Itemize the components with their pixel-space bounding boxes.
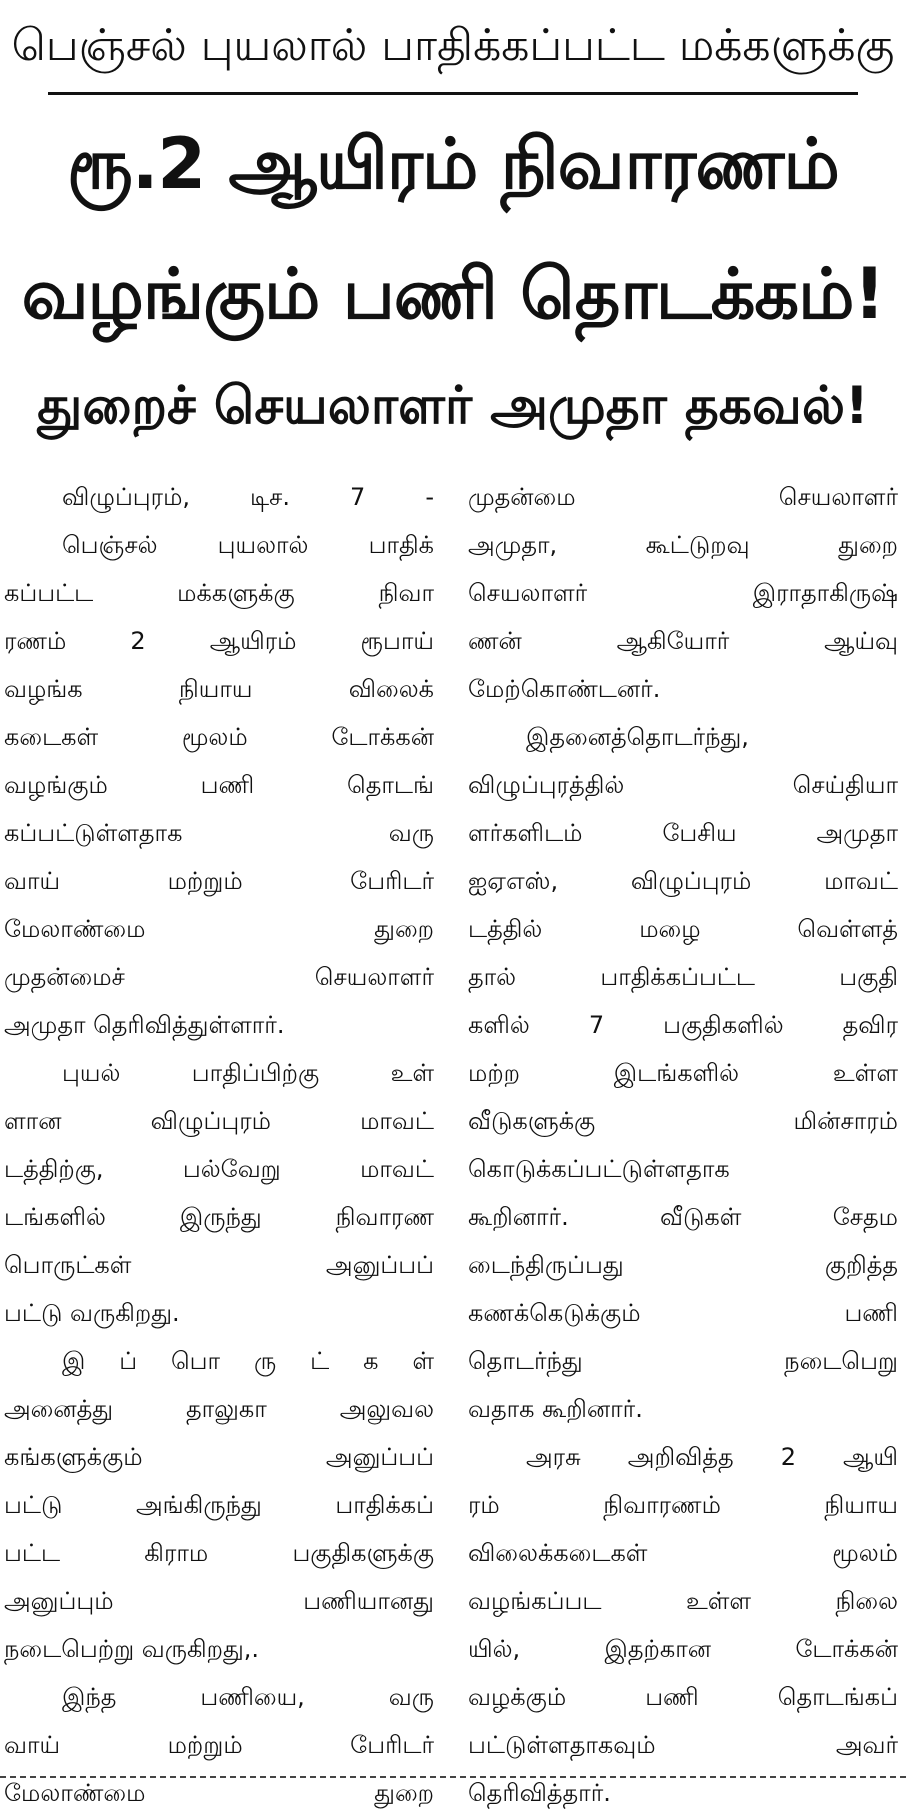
body-line: முதன்மைச் செயலாளர் [4, 963, 434, 991]
body-line: வீடுகளுக்கு மின்சாரம் [468, 1107, 898, 1135]
body-line: அரசு அறிவித்த 2 ஆயி [526, 1443, 898, 1471]
body-line: வழங்கும் பணி தொடங் [4, 771, 434, 799]
body-line: ளர்களிடம் பேசிய அமுதா [468, 819, 898, 847]
body-line: அனுப்பும் பணியானது [4, 1587, 434, 1615]
body-line: மேலாண்மை துறை [4, 1779, 434, 1807]
article-column-right [468, 473, 898, 1817]
body-line: ளான விழுப்புரம் மாவட் [4, 1107, 434, 1135]
body-line: ரம் நிவாரணம் நியாய [468, 1491, 898, 1519]
body-line: கப்பட்ட மக்களுக்கு நிவா [4, 579, 434, 607]
body-line: பட்டு அங்கிருந்து பாதிக்கப் [4, 1491, 434, 1519]
body-line: தெரிவித்தார். [468, 1779, 611, 1807]
body-line: பட்டுள்ளதாகவும் அவர் [468, 1731, 898, 1759]
body-line: டத்திற்கு, பல்வேறு மாவட் [4, 1155, 434, 1183]
body-line: கொடுக்கப்பட்டுள்ளதாக [468, 1155, 730, 1183]
body-line: அமுதா, கூட்டுறவு துறை [468, 531, 898, 559]
body-line: ரணம் 2 ஆயிரம் ரூபாய் [4, 627, 434, 655]
body-line: களில் 7 பகுதிகளில் தவிர [468, 1011, 898, 1039]
body-line: டத்தில் மழை வெள்ளத் [468, 915, 898, 943]
body-line: கங்களுக்கும் அனுப்பப் [4, 1443, 434, 1471]
body-line: அமுதா தெரிவித்துள்ளார். [4, 1011, 285, 1039]
body-line: விழுப்புரம், டிச. 7 - [62, 483, 434, 511]
body-line: வழங்கப்பட உள்ள நிலை [468, 1587, 898, 1615]
body-line: வாய் மற்றும் பேரிடர் [4, 867, 434, 895]
body-line: விலைக்கடைகள் மூலம் [468, 1539, 898, 1567]
body-line: வழங்க நியாய விலைக் [4, 675, 434, 703]
headline-line-2: வழங்கும் பணி தொடக்கம்! [21, 253, 885, 335]
body-line: கடைகள் மூலம் டோக்கன் [4, 723, 434, 751]
headline-line-1: ரூ.2 ஆயிரம் நிவாரணம் [67, 123, 839, 205]
body-line: வாய் மற்றும் பேரிடர் [4, 1731, 434, 1759]
body-line: இந்த பணியை, வரு [62, 1683, 434, 1711]
body-line: மேற்கொண்டனர். [468, 675, 661, 703]
body-line: பொருட்கள் அனுப்பப் [4, 1251, 434, 1279]
body-line: டங்களில் இருந்து நிவாரண [4, 1203, 434, 1231]
body-line: டைந்திருப்பது குறித்த [468, 1251, 898, 1279]
bottom-dashed-divider [0, 1776, 906, 1778]
body-line: பட்ட கிராம பகுதிகளுக்கு [4, 1539, 434, 1567]
body-line: வதாக கூறினார். [468, 1395, 643, 1423]
body-line: வழக்கும் பணி தொடங்கப் [468, 1683, 898, 1711]
body-line: நடைபெற்று வருகிறது,. [4, 1635, 260, 1663]
body-line: அனைத்து தாலுகா அலுவல [4, 1395, 434, 1423]
body-line: மேலாண்மை துறை [4, 915, 434, 943]
body-line: கப்பட்டுள்ளதாக வரு [4, 819, 434, 847]
body-line: தால் பாதிக்கப்பட்ட பகுதி [468, 963, 898, 991]
kicker-divider [48, 92, 858, 95]
body-line: விழுப்புரத்தில் செய்தியா [468, 771, 898, 799]
article-column-left [4, 473, 434, 1817]
body-line: மற்ற இடங்களில் உள்ள [468, 1059, 898, 1087]
body-line: தொடர்ந்து நடைபெறு [468, 1347, 898, 1375]
body-line: யில், இதற்கான டோக்கன் [468, 1635, 898, 1663]
body-line: புயல் பாதிப்பிற்கு உள் [62, 1059, 434, 1087]
body-line: இதனைத்தொடர்ந்து, [526, 723, 749, 751]
body-line: கூறினார். வீடுகள் சேதம [468, 1203, 898, 1231]
body-line: கணக்கெடுக்கும் பணி [468, 1299, 898, 1327]
article-kicker: பெஞ்சல் புயலால் பாதிக்கப்பட்ட மக்களுக்கு [11, 20, 895, 71]
body-line: ஐஏஎஸ், விழுப்புரம் மாவட் [468, 867, 898, 895]
body-line: பெஞ்சல் புயலால் பாதிக் [62, 531, 434, 559]
body-line: செயலாளர் இராதாகிருஷ் [468, 579, 898, 607]
body-line: இ ப் பொ ரு ட் க ள் [62, 1347, 434, 1375]
article-subhead: துறைச் செயலாளர் அமுதா தகவல்! [37, 376, 869, 436]
body-line: பட்டு வருகிறது. [4, 1299, 180, 1327]
body-line: ணன் ஆகியோர் ஆய்வு [468, 627, 898, 655]
body-line: முதன்மை செயலாளர் [468, 483, 898, 511]
